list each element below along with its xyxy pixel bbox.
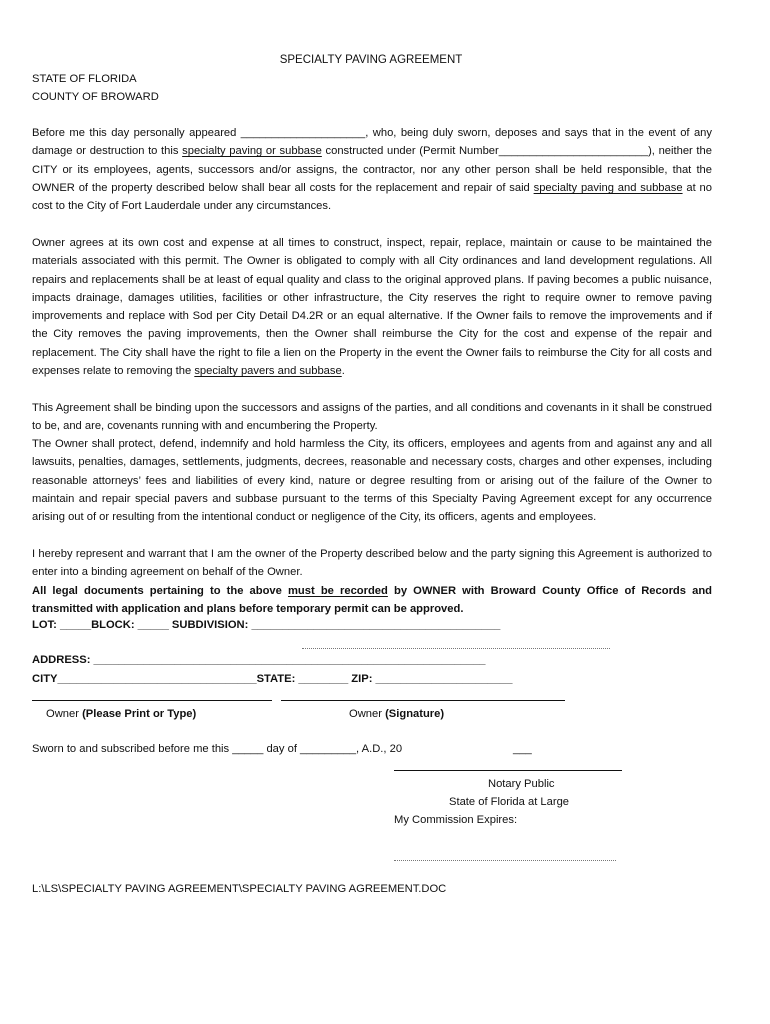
paragraph-indemnity-intro: Before me this day personally appeared ____________________, who, being duly sworn, deposes and says that in the event of any damage or destruction to this specialty paving or subbase constructed under (Permit Number________________________), neither the CITY or its employees, agents, successors and/or assigns, the contractor, nor any other person shall be held responsible, that the OWNER of the property described below shall bear all costs for the replacement and repair of said specialty paving and subbase at no cost to the City of Fort Lauderdale under any circumstances. bbox=[32, 127, 712, 213]
county-heading: COUNTY OF BROWARD bbox=[32, 91, 159, 103]
file-path-footer: L:\LS\SPECIALTY PAVING AGREEMENT\SPECIALTY PAVING AGREEMENT.DOC bbox=[32, 883, 447, 895]
address-field[interactable]: ADDRESS: _______________________________________________________________ bbox=[32, 654, 486, 666]
paragraph-owner-obligations: Owner agrees at its own cost and expense at all times to construct, inspect, repair, replace, maintain or cause to be maintained the materials associated with this permit. The Owner is obligated to comply with all City ordinances and land development regulations. All repairs and replacements shall be at least of equal quality and class to the original approved plans. If paving becomes a public nuisance, impacts drainage, damages utilities, facilities or other infrastructure, the City reserves the right to require owner to remove paving improvements and replace with Sod per City Detail D4.2R or an equal alternative. If the Owner fails to remove the improvements and if the City removes the paving improvements, then the Owner shall reimburse the City for the cost and expense of the repair and replacement. The City shall have the right to file a lien on the Property in the event the Owner fails to reimburse the City for all costs and expenses relate to removing the specialty pavers and subbase. bbox=[32, 237, 712, 378]
city-state-zip-field[interactable]: CITY________________________________STATE: ________ ZIP: ______________________ bbox=[32, 673, 513, 685]
owner-signature-label: Owner (Signature) bbox=[349, 708, 445, 720]
owner-print-line[interactable] bbox=[32, 700, 272, 701]
paragraph-owner-warranty: I hereby represent and warrant that I am the owner of the Property described below and the party signing this Agreement is authorized to enter into a binding agreement on behalf of the Owner. bbox=[32, 548, 712, 579]
subdivision-continuation-line bbox=[302, 648, 610, 649]
owner-signature-line[interactable] bbox=[281, 700, 565, 701]
notary-public-label: Notary Public bbox=[488, 778, 555, 790]
paragraph-hold-harmless: The Owner shall protect, defend, indemnify and hold harmless the City, its officers, employees and agents from and against any and all lawsuits, penalties, damages, settlements, judgments, decrees, reasonable and necessary costs, charges and other expenses, including reasonable attorneys’ fees and liabilities of every kind, nature or degree resulting from or arising out of the failure of the Owner to maintain and repair special pavers and subbase pursuant to the terms of this Specialty Paving Agreement except for any occurrence arising out of or resulting from the intentional conduct or negligence of the City, its officers, agents and employees. bbox=[32, 438, 712, 524]
year-blank[interactable]: ___ bbox=[513, 743, 532, 755]
state-at-large-label: State of Florida at Large bbox=[449, 796, 570, 808]
sworn-statement: Sworn to and subscribed before me this _____ day of _________, A.D., 20 bbox=[32, 743, 403, 755]
lot-block-subdivision-field[interactable]: LOT: _____BLOCK: _____ SUBDIVISION: ________________________________________ bbox=[32, 619, 501, 631]
commission-expires-label: My Commission Expires: bbox=[394, 814, 518, 826]
notary-signature-line[interactable] bbox=[394, 770, 622, 771]
state-heading: STATE OF FLORIDA bbox=[32, 73, 137, 85]
commission-date-line[interactable] bbox=[394, 860, 616, 861]
paragraph-binding-successors: This Agreement shall be binding upon the successors and assigns of the parties, and all conditions and covenants in it shall be construed to be, and are, covenants running with and encumbering the Property. bbox=[32, 402, 712, 433]
owner-print-label: Owner (Please Print or Type) bbox=[46, 708, 197, 720]
document-title: SPECIALTY PAVING AGREEMENT bbox=[279, 54, 463, 66]
paragraph-recording-notice: All legal documents pertaining to the above must be recorded by OWNER with Broward County Office of Records and transmitted with application and plans before temporary permit can be approved. bbox=[32, 585, 712, 616]
